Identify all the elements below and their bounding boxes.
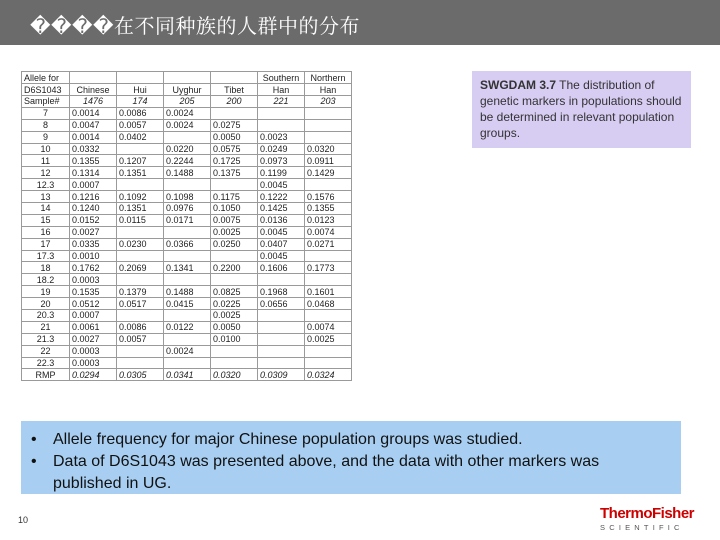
table-cell: 7 — [22, 107, 70, 119]
table-cell: 8 — [22, 119, 70, 131]
table-cell: 0.0100 — [211, 333, 258, 345]
table-cell: 0.0407 — [258, 238, 305, 250]
table-cell: 0.0003 — [70, 345, 117, 357]
table-cell: 0.0027 — [70, 333, 117, 345]
table-cell: 0.0086 — [117, 107, 164, 119]
table-cell: 0.0115 — [117, 214, 164, 226]
table-body — [22, 96, 352, 369]
table-cell: 11 — [22, 155, 70, 167]
table-cell: 0.1375 — [211, 167, 258, 179]
table-cell: 0.1773 — [305, 262, 352, 274]
table-cell: 0.1425 — [258, 203, 305, 215]
table-row — [22, 167, 352, 179]
header-cell: Chinese — [70, 84, 117, 96]
table-cell: 0.0050 — [211, 321, 258, 333]
bullet-text: Allele frequency for major Chinese population groups was studied. — [53, 431, 523, 448]
table-row — [22, 274, 352, 286]
table-cell: 0.0335 — [70, 238, 117, 250]
bullet-item — [31, 451, 671, 495]
table-cell: 0.0045 — [258, 226, 305, 238]
table-cell: 0.0025 — [211, 310, 258, 322]
table-cell: 0.0911 — [305, 155, 352, 167]
table-cell: 221 — [258, 96, 305, 108]
table-cell — [211, 179, 258, 191]
table-cell — [117, 179, 164, 191]
table-cell: 0.1429 — [305, 167, 352, 179]
table-cell — [164, 333, 211, 345]
table-row — [22, 143, 352, 155]
table-cell: 0.0003 — [70, 274, 117, 286]
table-cell: 22 — [22, 345, 70, 357]
table-cell — [211, 274, 258, 286]
table-cell — [211, 107, 258, 119]
table-cell — [305, 107, 352, 119]
table-row — [22, 179, 352, 191]
table-cell: 0.1488 — [164, 167, 211, 179]
table-cell: 0.0003 — [70, 357, 117, 369]
table-cell: RMP — [22, 369, 70, 381]
table-cell — [164, 274, 211, 286]
table-cell — [258, 310, 305, 322]
table-cell: 0.1601 — [305, 286, 352, 298]
table-cell — [258, 333, 305, 345]
table-cell: Sample# — [22, 96, 70, 108]
table-row — [22, 298, 352, 310]
table-cell: 0.0249 — [258, 143, 305, 155]
table-row — [22, 238, 352, 250]
table-cell: 20 — [22, 298, 70, 310]
table-cell: 0.0305 — [117, 369, 164, 381]
table-cell — [305, 250, 352, 262]
bullet-item — [31, 429, 671, 451]
table-cell: 0.0171 — [164, 214, 211, 226]
table-row — [22, 357, 352, 369]
rmp-row — [22, 369, 352, 381]
table-row — [22, 203, 352, 215]
table-cell: 0.0250 — [211, 238, 258, 250]
note-heading: SWGDAM 3.7 — [480, 78, 557, 92]
bullet-text: Data of D6S1043 was presented above, and the data with other markers was published in UG. — [53, 453, 600, 492]
table-cell: 14 — [22, 203, 70, 215]
table-row — [22, 226, 352, 238]
header-cell — [70, 72, 117, 84]
logo-subtext: SCIENTIFIC — [600, 523, 684, 532]
table-cell — [211, 345, 258, 357]
table-cell: 19 — [22, 286, 70, 298]
table-cell — [211, 250, 258, 262]
allele-frequency-table-container — [21, 71, 351, 415]
table-cell — [258, 321, 305, 333]
table-cell — [117, 143, 164, 155]
table-cell: 0.1488 — [164, 286, 211, 298]
table-cell — [305, 179, 352, 191]
table-cell: 0.0976 — [164, 203, 211, 215]
table-cell: 0.1175 — [211, 191, 258, 203]
table-cell: 174 — [117, 96, 164, 108]
table-cell: 0.0271 — [305, 238, 352, 250]
table-cell — [117, 345, 164, 357]
table-cell — [258, 274, 305, 286]
header-cell: Hui — [117, 84, 164, 96]
table-cell: 0.1240 — [70, 203, 117, 215]
table-cell — [164, 310, 211, 322]
swgdam-note-box — [472, 71, 691, 148]
table-cell: 0.0512 — [70, 298, 117, 310]
bullet-icon: • — [31, 431, 37, 448]
table-row — [22, 286, 352, 298]
table-cell — [258, 357, 305, 369]
bullet-icon: • — [31, 453, 37, 470]
table-cell: 0.0275 — [211, 119, 258, 131]
table-row — [22, 333, 352, 345]
page-number: 10 — [18, 515, 29, 525]
table-cell: 22.3 — [22, 357, 70, 369]
title-bar — [0, 0, 720, 46]
note-text: The distribution of genetic markers in populations should be determined in relevant population groups. — [480, 78, 682, 140]
table-cell — [164, 226, 211, 238]
table-cell: 0.0366 — [164, 238, 211, 250]
table-cell: 0.0320 — [305, 143, 352, 155]
table-cell — [117, 250, 164, 262]
table-cell: 0.0402 — [117, 131, 164, 143]
table-cell: 203 — [305, 96, 352, 108]
slide-title: ����在不同种族的人群中的分布 — [30, 14, 361, 38]
table-cell: 17 — [22, 238, 70, 250]
table-cell — [305, 345, 352, 357]
table-cell: 0.0025 — [211, 226, 258, 238]
table-cell: 0.1576 — [305, 191, 352, 203]
table-cell — [117, 274, 164, 286]
table-cell: 15 — [22, 214, 70, 226]
table-cell: 0.0225 — [211, 298, 258, 310]
table-cell: 0.1355 — [305, 203, 352, 215]
table-cell: 0.0332 — [70, 143, 117, 155]
table-cell: 0.0230 — [117, 238, 164, 250]
header-cell — [117, 72, 164, 84]
table-cell: 0.1351 — [117, 203, 164, 215]
header-cell: Han — [258, 84, 305, 96]
table-cell: 0.0468 — [305, 298, 352, 310]
table-cell — [164, 357, 211, 369]
table-cell: 0.0575 — [211, 143, 258, 155]
table-cell: 0.1355 — [70, 155, 117, 167]
table-cell: 0.0027 — [70, 226, 117, 238]
table-header-row — [22, 72, 352, 84]
table-cell: 0.0656 — [258, 298, 305, 310]
bullet-box — [21, 421, 681, 494]
table-cell: 0.1207 — [117, 155, 164, 167]
table-row — [22, 214, 352, 226]
table-row — [22, 191, 352, 203]
table-cell: 0.2069 — [117, 262, 164, 274]
table-cell: 0.0415 — [164, 298, 211, 310]
table-cell: 0.1968 — [258, 286, 305, 298]
table-cell: 0.0152 — [70, 214, 117, 226]
table-cell: 0.1222 — [258, 191, 305, 203]
table-cell: 0.1314 — [70, 167, 117, 179]
table-cell: 18.2 — [22, 274, 70, 286]
table-cell: 0.1199 — [258, 167, 305, 179]
table-cell: 0.0014 — [70, 131, 117, 143]
table-cell — [164, 179, 211, 191]
table-row — [22, 321, 352, 333]
table-cell: 0.0086 — [117, 321, 164, 333]
table-cell: 0.1379 — [117, 286, 164, 298]
header-cell: D6S1043 — [22, 84, 70, 96]
table-cell — [117, 357, 164, 369]
table-cell: 0.0045 — [258, 179, 305, 191]
table-cell: 0.0024 — [164, 119, 211, 131]
table-cell: 0.0294 — [70, 369, 117, 381]
table-cell: 0.0074 — [305, 321, 352, 333]
table-cell: 0.0220 — [164, 143, 211, 155]
table-cell: 17.3 — [22, 250, 70, 262]
table-cell: 0.0136 — [258, 214, 305, 226]
table-cell: 12 — [22, 167, 70, 179]
header-cell: Han — [305, 84, 352, 96]
sample-count-row — [22, 96, 352, 108]
table-cell: 0.1351 — [117, 167, 164, 179]
table-cell: 9 — [22, 131, 70, 143]
header-cell — [211, 72, 258, 84]
table-cell: 0.0007 — [70, 179, 117, 191]
table-cell: 0.0024 — [164, 345, 211, 357]
header-cell — [164, 72, 211, 84]
table-cell: 12.3 — [22, 179, 70, 191]
table-cell: 13 — [22, 191, 70, 203]
header-cell: Allele for — [22, 72, 70, 84]
table-cell: 0.0825 — [211, 286, 258, 298]
table-cell: 0.0025 — [305, 333, 352, 345]
table-cell: 0.1098 — [164, 191, 211, 203]
table-cell — [258, 107, 305, 119]
table-cell — [305, 131, 352, 143]
table-cell: 0.2200 — [211, 262, 258, 274]
table-cell: 0.1216 — [70, 191, 117, 203]
table-row — [22, 131, 352, 143]
table-cell — [117, 310, 164, 322]
table-cell — [305, 357, 352, 369]
table-cell: 0.0057 — [117, 333, 164, 345]
table-cell: 1476 — [70, 96, 117, 108]
thermo-fisher-logo — [600, 505, 704, 535]
table-cell: 0.0045 — [258, 250, 305, 262]
table-row — [22, 345, 352, 357]
table-cell: 0.1762 — [70, 262, 117, 274]
table-row — [22, 250, 352, 262]
table-cell — [164, 250, 211, 262]
allele-frequency-table — [21, 71, 352, 381]
table-cell: 205 — [164, 96, 211, 108]
table-cell: 0.0050 — [211, 131, 258, 143]
table-cell: 10 — [22, 143, 70, 155]
table-cell: 20.3 — [22, 310, 70, 322]
table-cell: 0.0074 — [305, 226, 352, 238]
table-cell: 0.1341 — [164, 262, 211, 274]
table-row — [22, 262, 352, 274]
table-cell: 0.0123 — [305, 214, 352, 226]
table-cell: 0.0324 — [305, 369, 352, 381]
table-cell: 0.1725 — [211, 155, 258, 167]
table-cell: 21 — [22, 321, 70, 333]
table-cell — [258, 119, 305, 131]
bullet-list — [31, 429, 671, 495]
table-cell: 0.0014 — [70, 107, 117, 119]
table-cell: 0.1535 — [70, 286, 117, 298]
table-cell: 0.0047 — [70, 119, 117, 131]
table-cell — [258, 345, 305, 357]
table-header-row — [22, 84, 352, 96]
table-cell: 0.1050 — [211, 203, 258, 215]
table-cell: 0.0973 — [258, 155, 305, 167]
table-cell: 0.0320 — [211, 369, 258, 381]
table-cell: 0.0341 — [164, 369, 211, 381]
table-cell: 0.0075 — [211, 214, 258, 226]
table-cell — [117, 226, 164, 238]
table-cell: 0.0010 — [70, 250, 117, 262]
table-cell: 0.0007 — [70, 310, 117, 322]
table-row — [22, 155, 352, 167]
header-cell: Uyghur — [164, 84, 211, 96]
table-cell: 0.0057 — [117, 119, 164, 131]
header-cell: Southern — [258, 72, 305, 84]
table-cell — [211, 357, 258, 369]
logo-wordmark: ThermoFisher — [600, 505, 695, 522]
table-cell: 0.0309 — [258, 369, 305, 381]
table-cell: 0.1092 — [117, 191, 164, 203]
table-cell: 21.3 — [22, 333, 70, 345]
table-row — [22, 107, 352, 119]
table-cell: 0.0023 — [258, 131, 305, 143]
table-cell: 0.0517 — [117, 298, 164, 310]
table-cell — [305, 274, 352, 286]
table-cell: 200 — [211, 96, 258, 108]
table-cell: 0.0061 — [70, 321, 117, 333]
table-cell: 0.2244 — [164, 155, 211, 167]
table-cell — [164, 131, 211, 143]
header-cell: Tibet — [211, 84, 258, 96]
header-cell: Northern — [305, 72, 352, 84]
table-cell: 18 — [22, 262, 70, 274]
table-cell: 0.1606 — [258, 262, 305, 274]
table-cell: 16 — [22, 226, 70, 238]
table-cell — [305, 310, 352, 322]
table-cell: 0.0024 — [164, 107, 211, 119]
table-cell: 0.0122 — [164, 321, 211, 333]
table-row — [22, 119, 352, 131]
table-row — [22, 310, 352, 322]
table-cell — [305, 119, 352, 131]
